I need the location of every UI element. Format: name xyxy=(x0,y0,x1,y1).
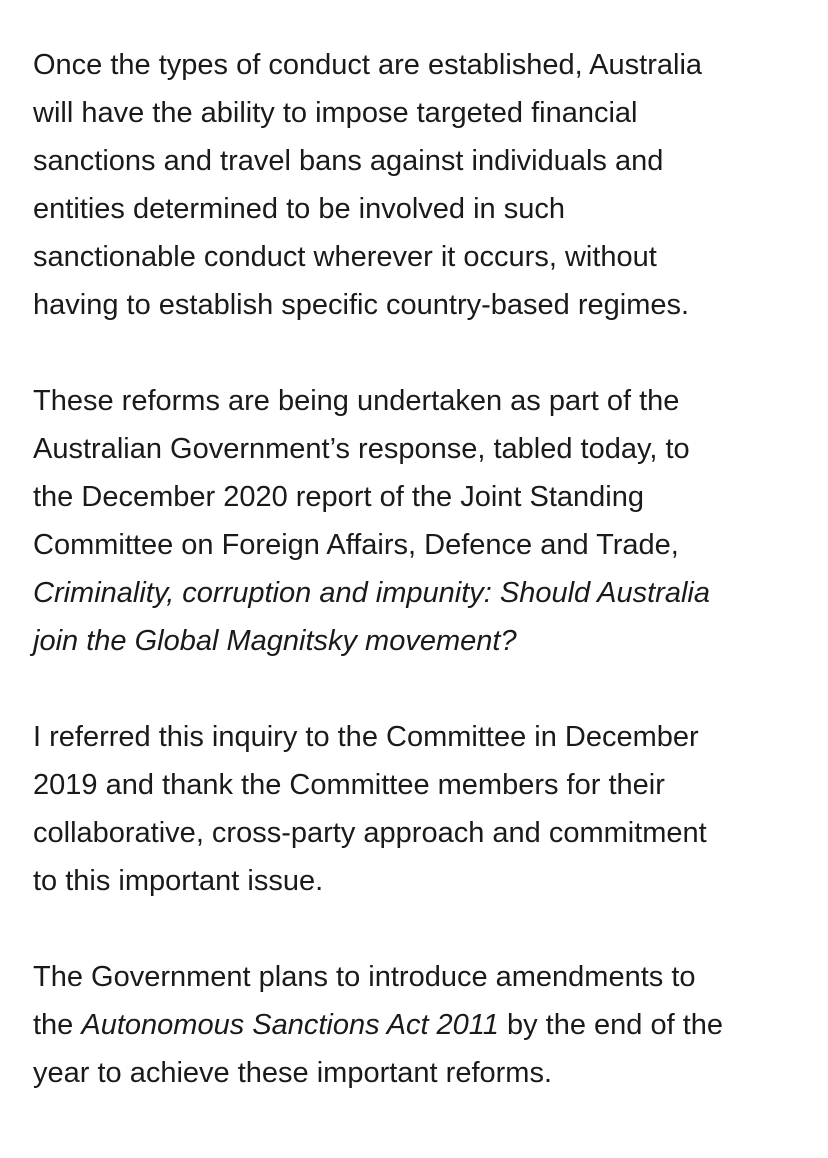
paragraph-inquiry xyxy=(33,713,808,905)
paragraph-reforms-text: These reforms are being undertaken as part of the Australian Government’s response, tabled today, to the December 2020 report of the Joint Standing Committee on Foreign Affairs, Defence and Trade, xyxy=(33,385,690,561)
paragraph-inquiry-text: I referred this inquiry to the Committee in December 2019 and thank the Committee members for their collaborative, cross-party approach and commitment to this important issue. xyxy=(33,721,707,897)
paragraph-conduct xyxy=(33,41,808,329)
report-title: Criminality, corruption and impunity: Should Australia join the Global Magnitsky movement? xyxy=(33,577,710,657)
paragraph-amendments xyxy=(33,953,808,1097)
act-title: Autonomous Sanctions Act 2011 xyxy=(81,1009,499,1041)
paragraph-amendments-text-after: by the end of the year to achieve these important reforms. xyxy=(33,1009,724,1089)
paragraph-conduct-text: Once the types of conduct are established, Australia will have the ability to impose targeted financial sanctions and travel bans against individuals and entities determined to be involved in such sanctionable conduct wherever it occurs, without having to establish specific country-based regimes. xyxy=(33,49,703,321)
paragraph-reforms xyxy=(33,377,808,665)
paragraph-amendments-text-before: The Government plans to introduce amendments to the xyxy=(33,961,696,1041)
